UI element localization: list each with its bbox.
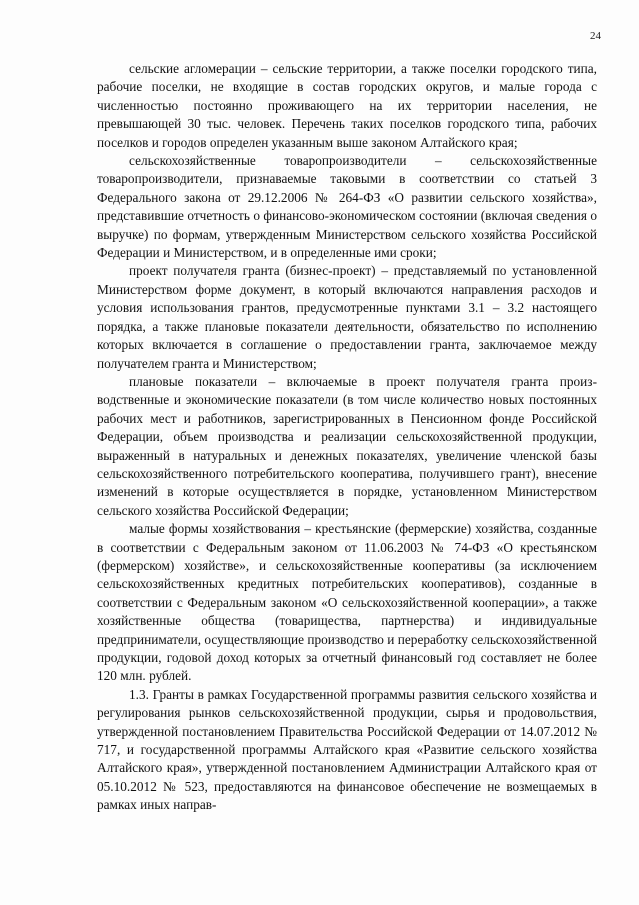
paragraph-rural-agglomerations: сельские агломерации – сельские территории, а также поселки городского типа, рабочие поселки, не входящие в состав городских округов, и малые города с численностью постоянно проживающего на их территории населения, не превышающей 30 тыс. человек. Перечень таких поселков городского типа, рабочих поселков и городов определен указанным выше законом Алтайского края;: [97, 61, 597, 150]
paragraph-planned-indicators: плановые показатели – включаемые в проект получателя гранта производственные и экономические показатели (в том числе количество новых постоянных рабочих мест и работников, зарегистрированных в Пенсионном фонде Российской Федерации, объем производства и реализации сельскохозяйственной продукции, выраженный в натуральных и денежных показателях, увеличение членской базы сельскохозяйственного потребительского кооператива, получившего грант), внесение изменений в которые осуществляется в порядке, установленном Министерством сельского хозяйства Российской Федерации;: [97, 373, 597, 518]
paragraph-section-1-3: 1.3. Гранты в рамках Государственной программы развития сельского хозяйства и регулирования рынков сельскохозяйственной продукции, сырья и продовольствия, утвержденной постановлением Правительства Российской Федерации от 14.07.2012 № 717, и государственной программы Алтайского края «Развитие сельского хозяйства Алтайского края», утвержденной постановлением Администрации Алтайского края от 05.10.2012 № 523, предоставляются на финансовое обеспечение не возмещаемых в рамках иных направ-: [97, 686, 597, 813]
paragraph-business-project: проект получателя гранта (бизнес-проект) – представляемый по установленной Министерством форме документ, в который включаются направления расходов и условия использования грантов, предусмотренные пунктами 3.1 – 3.2 настоящего порядка, а также плановые показатели деятельности, обязательство по исполнению которых включается в соглашение о предоставлении гранта, заключаемое между получателем гранта и Министерством;: [97, 263, 597, 371]
paragraph-agricultural-producers: сельскохозяйственные товаропроизводители – сельскохозяйственные товаропроизводители, признаваемые таковыми в соответствии со статьей 3 Федерального закона от 29.12.2006 № 264-ФЗ «О развитии сельского хозяйства», представившие отчетность о финансово-экономическом состоянии (включая сведения о выручке) по формам, утвержденным Министерством сельского хозяйства Российской Федерации и Министерством, и в определенные ими сроки;: [97, 153, 597, 261]
page-number: 24: [590, 30, 601, 42]
paragraph-small-business-forms: малые формы хозяйствования – крестьянские (фермерские) хозяйства, созданные в соответствии с Федеральным законом от 11.06.2003 № 74-ФЗ «О крестьянском (фермерском) хозяйстве», и сельскохозяйственные кооперативы (за исключением сельскохозяйственных кредитных потребительских кооперативов), созданные в соответствии с Федеральным законом «О сельскохозяйственной кооперации», а также хозяйственные общества (товарищества, партнерства) и индивидуальные предприниматели, осуществляющие производство и переработку сельскохозяйственной продукции, годовой доход которых за отчетный финансовый год составляет не более 120 млн. рублей.: [97, 521, 597, 684]
document-body: [97, 60, 597, 815]
